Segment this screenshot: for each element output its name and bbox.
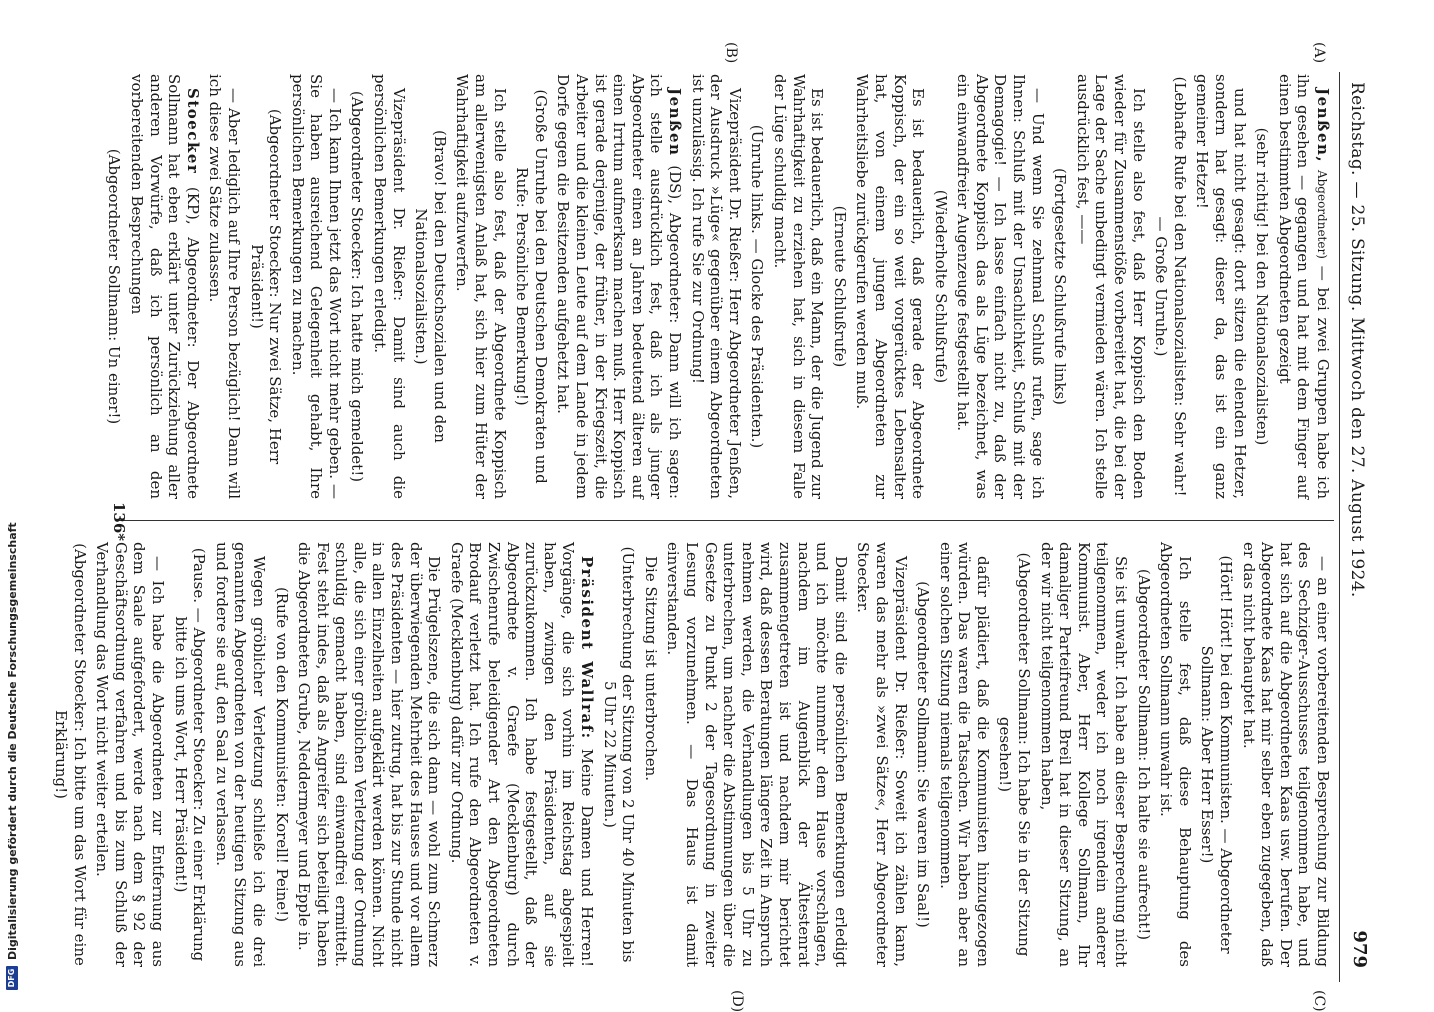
- paragraph: [127, 74, 201, 499]
- interjection: [1051, 74, 1070, 499]
- interjection: [247, 74, 284, 499]
- paragraph: [954, 74, 1047, 499]
- paragraph-text: (Abgeordneter Stoecker: Ich bitte um das Wort für eine Erklärung!): [52, 543, 89, 966]
- speaker-role: Abgeordneter): [1315, 169, 1329, 259]
- margin-letter-b: (B): [723, 42, 739, 64]
- paragraph-text: Vizepräsident Dr. Rießer: Soweit ich zählen kann, waren das mehr als »zwei Sätze«, Herr Abgeordneter Stoecker.: [854, 542, 910, 967]
- paragraph-text: Wegen gröblicher Verletzung schließe ich die drei genannten Abgeordneten von der heutigen Sitzung aus und fordere sie auf, den Saal zu verlassen.: [212, 542, 268, 967]
- paragraph: [853, 74, 927, 499]
- paragraph-text: Es ist bedauerlich, daß ein Mann, der die Jugend zur Wahrhaftigkeit zu erziehen hat, sich in diesem Falle der Lüge schuldig macht.: [770, 74, 827, 499]
- paragraph-text: Sie ist unwahr. Ich habe an dieser Besprechung nicht teilgenommen, weder ich noch irgendein anderer Kommunist. Aber, Herr Kollege Sollmann, Ihr damaliger Parteifreund Breil hat in dieser Sitzung, an der wir nicht teilgenommen haben,: [1037, 542, 1131, 967]
- paragraph: [206, 74, 243, 499]
- paragraph: [641, 542, 660, 967]
- paragraph-text: Ich stelle also fest, daß der Abgeordnete Koppisch am allerwenigsten Anlaß hat, sich hier zum Hüter der Wahrhaftigkeit aufzuwerfen.: [453, 74, 509, 499]
- paragraph: [770, 74, 826, 499]
- interjection: [830, 74, 849, 499]
- paragraph-text: (KP), Abgeordneter: Der Abgeordnete Sollmann hat eben erklärt unter Zurückziehung aller anderen Vorwürfe, daß ich persönlich an den vorbereitenden Besprechungen: [127, 74, 202, 499]
- paragraph-text: (Abgeordneter Sollmann: Ich halte sie aufrecht!): [1134, 568, 1153, 941]
- paragraph: [1239, 542, 1332, 967]
- paragraph-text: (DS), Abgeordneter: Dann will ich sagen: ich stelle ausdrücklich fest, daß ich als junger Abgeordneter einen an Jahren bedeutend älteren auf einen Irrtum aufmerksam machen muß. Herr Koppisch ist gerade derjenige, der früher, in der Kriegszeit, die Arbeiter und die kleinen Leute auf dem Lande in jedem Dorfe gegen die Besitzenden aufgehetzt hat.: [554, 74, 684, 499]
- margin-letter-a: (A): [1311, 42, 1327, 64]
- paragraph: [371, 74, 408, 499]
- paragraph-text: (Lebhafte Rufe bei den Nationalsozialisten: Sehr wahr! — Große Unruhe.): [1152, 76, 1189, 497]
- interjection: [931, 74, 950, 499]
- interjection: [51, 542, 88, 967]
- paragraph-text: (Erneute Schlußrufe): [830, 205, 849, 368]
- paragraph-text: — an einer vorbereitenden Besprechung zur Bildung des Sechziger-Ausschusses teilgenommen habe, und hat sich auf die Abgeordneten Kaas usw. berufen. Der Abgeordnete Kaas hat mir selber eben zugegeben, daß er das nicht behauptet hat.: [1239, 542, 1332, 967]
- interjection: [412, 74, 449, 499]
- paragraph-text: Ich stelle fest, daß diese Behauptung des Abgeordneten Sollmann unwahr ist.: [1157, 542, 1194, 967]
- paragraph: [447, 542, 596, 967]
- paragraph: [1037, 542, 1130, 967]
- interjection: [513, 74, 550, 499]
- speaker-name: Präsident Wallraf:: [578, 556, 597, 740]
- margin-letter-c: (C): [1311, 990, 1327, 1012]
- paragraph: [453, 74, 509, 499]
- paragraph-text: (Abgeordneter Sollmann: Un einer!): [105, 148, 124, 425]
- paragraph: [1193, 74, 1249, 499]
- interjection: [1152, 74, 1189, 499]
- interjection: [1198, 542, 1235, 967]
- paragraph-text: (Fortgesetzte Schlußrufe links): [1051, 167, 1070, 406]
- paragraph-text: (Wiederholte Schlußrufe): [931, 189, 950, 384]
- speaker-name: Jenßen: [666, 88, 684, 157]
- right-column: [47, 542, 1332, 967]
- paragraph-text: (sehr richtig! bei den Nationalsozialisten): [1253, 127, 1272, 446]
- paragraph: [1073, 74, 1147, 499]
- page-header: [1339, 72, 1374, 982]
- dfg-logo: DFG: [6, 966, 18, 990]
- interjection: [272, 542, 291, 967]
- interjection: [171, 542, 208, 967]
- paragraph-text: Damit sind die persönlichen Bemerkungen erledigt und ich möchte nunmehr dem Hause vorschlagen, nachdem im Augenblick der Ältestenrat zusammengetreten ist und nachdem mir berichtet wird, daß dessen Beratungen längere Zeit in Anspruch nehmen werden, die Verhandlungen bis 5 Uhr zu unterbrechen, um nachher die Abstimmungen über die Gesetze zu Punkt 2 der Tagesordnung in zweiter Lesung vorzunehmen. — Das Haus ist damit einverstanden.: [664, 542, 850, 967]
- interjection: [748, 74, 767, 499]
- page-number: 979: [1349, 930, 1370, 968]
- paragraph-text: Meine Damen und Herren! Vorgänge, die sich vorhin im Reichstag abgespielt haben, zwingen den Präsidenten, auf sie zurückzukommen. Ich habe festgestellt, daß der Abgeordnete v. Graefe (Mecklenburg) durch Zwischenrufe beleidigender Art den Abgeordneten Brodauf verletzt hat. Ich rufe den Abgeordneten v. Graefe (Mecklenburg) dafür zur Ordnung.: [447, 542, 597, 967]
- column-divider: [116, 520, 1334, 521]
- paragraph: [664, 542, 850, 967]
- speaker-name: Stoecker: [183, 88, 202, 175]
- paragraph-text: Ich stelle also fest, daß Herr Koppisch den Boden wieder für Zusammenstöße vorbereitet hat, die bei der Lage der Sache unbedingt vermieden wären. Ich stelle ausdrücklich fest, ——: [1073, 74, 1148, 499]
- interjection: [914, 542, 933, 967]
- paragraph: [93, 542, 167, 967]
- interjection: [348, 74, 367, 499]
- rotated-page: [52, 42, 1374, 1012]
- paragraph-text: (Pause. — Abgeordneter Stoecker: Zu einer Erklärung bitte ich ums Wort, Herr Präsident!): [171, 547, 209, 962]
- paragraph-text: (Bravo! bei den Deutschsozialen und den Nationalsozialisten.): [412, 130, 449, 443]
- paragraph-text: Es ist bedauerlich, daß gerade der Abgeordnete Koppisch, der ein so weit vorgerücktes Lebensalter hat, von einem jungen Abgeordneten zur Wahrheitsliebe zurückgerufen werden muß.: [853, 74, 928, 499]
- interjection: [600, 542, 637, 967]
- paragraph-text: (Hört! Hört! bei den Kommunisten. — Abgeordneter Sollmann: Aber Herr Esser!): [1198, 555, 1236, 954]
- speaker-name: Jenßen,: [1314, 88, 1332, 164]
- paragraph-text: Vizepräsident Dr. Rießer: Damit sind auch die persönlichen Bemerkungen erledigt.: [371, 74, 408, 499]
- paragraph-text: Vizepräsident Dr. Rießer: Herr Abgeordneter Jenßen, der Ausdruck »Lüge« gegenüber einem Abgeordneten ist unzulässig. Ich rufe Sie zur Ordnung!: [688, 74, 744, 499]
- paragraph-text: (Abgeordneter Sollmann: Sie waren im Saal!): [914, 581, 933, 928]
- paragraph-text: (Abgeordneter Stoecker: Ich hatte mich gemeldet!): [348, 90, 367, 483]
- paragraph: [295, 542, 444, 967]
- paragraph: [288, 74, 344, 499]
- margin-letter-d: (D): [729, 990, 745, 1012]
- paragraph: [688, 74, 744, 499]
- paragraph: [212, 542, 268, 967]
- paragraph-text: (Große Unruhe bei den Deutschen Demokraten und Rufe: Persönliche Bemerkung!): [513, 89, 550, 484]
- running-header: Reichstag. — 25. Sitzung. Mittwoch den 27. August 1924.: [1347, 82, 1367, 598]
- paragraph-text: — Und wenn Sie zehnmal Schluß rufen, sage ich Ihnen: Schluß mit der Unsachlichkeit, Schluß mit der Demagogie! — Ich lasse einfach nicht zu, daß der Abgeordnete Koppisch das als Lüge bezeichnet, was ein einwandfreier Augenzeuge festgestellt hat.: [954, 74, 1047, 499]
- paragraph-text: — Aber lediglich auf Ihre Person bezüglich! Dann will ich diese zwei Sätze zulassen.: [206, 74, 243, 499]
- left-column: [101, 74, 1332, 499]
- paragraph: [1157, 542, 1194, 967]
- interjection: [1134, 542, 1153, 967]
- paragraph-text: Die Sitzung ist unterbrochen.: [641, 556, 660, 782]
- paragraph-text: dafür plädiert, daß die Kommunisten hinzugezogen würden. Das waren die Tatsachen. Wir haben aber an einer solchen Sitzung niemals teilgenommen.: [936, 542, 992, 967]
- paragraph-text: — Ich kann Ihnen jetzt das Wort nicht mehr geben. — Sie haben ausreichend Gelegenheit gehabt, Ihre persönlichen Bemerkungen zu machen.: [288, 74, 344, 499]
- paragraph-text: (Rufe von den Kommunisten: Korell! Peine!): [272, 586, 291, 923]
- paragraph-text: (Abgeordneter Stoecker: Nur zwei Sätze, Herr Präsident!): [247, 108, 285, 465]
- paragraph-text: (Abgeordneter Sollmann: Ich habe Sie in der Sitzung gesehen!): [996, 552, 1034, 957]
- paragraph: [854, 542, 910, 967]
- paragraph-text: Die Prügelszene, die sich dann — wohl zum Schmerz der überwiegenden Mehrheit des Hauses und vor allem des Präsidenten — hier zutrug, hat bis zur Stunde nicht in allen Einzelheiten aufgeklärt werden können. Nicht alle, die sich einer gröblichen Verletzung der Ordnung schuldig gemacht haben, sind einwandfrei ermittelt. Fest steht indes, daß als Angreifer sich beteiligt haben die Abgeordneten Grube, Neddermeyer und Epple in.: [295, 542, 444, 967]
- paragraph-text: (Unterbrechung der Sitzung von 2 Uhr 40 Minuten bis 5 Uhr 22 Minuten.): [600, 546, 638, 963]
- digitization-credit: [4, 0, 20, 990]
- paragraph-text: — Ich habe die Abgeordneten zur Entfernung aus dem Saale aufgefordert, werde nach dem § 92 der Geschäftsordnung verfahren und bis zum Schluß der Verhandlung das Wort nicht weiter erteilen.: [93, 542, 167, 967]
- paragraph: [554, 74, 684, 499]
- signature-mark: 136*: [110, 502, 128, 542]
- interjection: [1253, 74, 1272, 499]
- paragraph-text: (Unruhe links. — Glocke des Präsidenten.): [748, 124, 767, 449]
- paragraph-text: — bei zwei Gruppen habe ich ihn gesehen — gegangen und hat mit dem Finger auf einen bestimmten Abgeordneten gezeigt: [1275, 74, 1332, 499]
- paragraph: [936, 542, 992, 967]
- interjection: [105, 74, 124, 499]
- paragraph-text: und hat nicht gesagt: dort sitzen die elenden Hetzer, sondern hat gesagt: dieser da, das ist ein ganz gemeiner Hetzer!: [1193, 74, 1249, 499]
- credit-text: Digitalisierung gefördert durch die Deutsche Forschungsgemeinschaft: [5, 522, 19, 960]
- interjection: [996, 542, 1033, 967]
- paragraph: [1275, 74, 1332, 499]
